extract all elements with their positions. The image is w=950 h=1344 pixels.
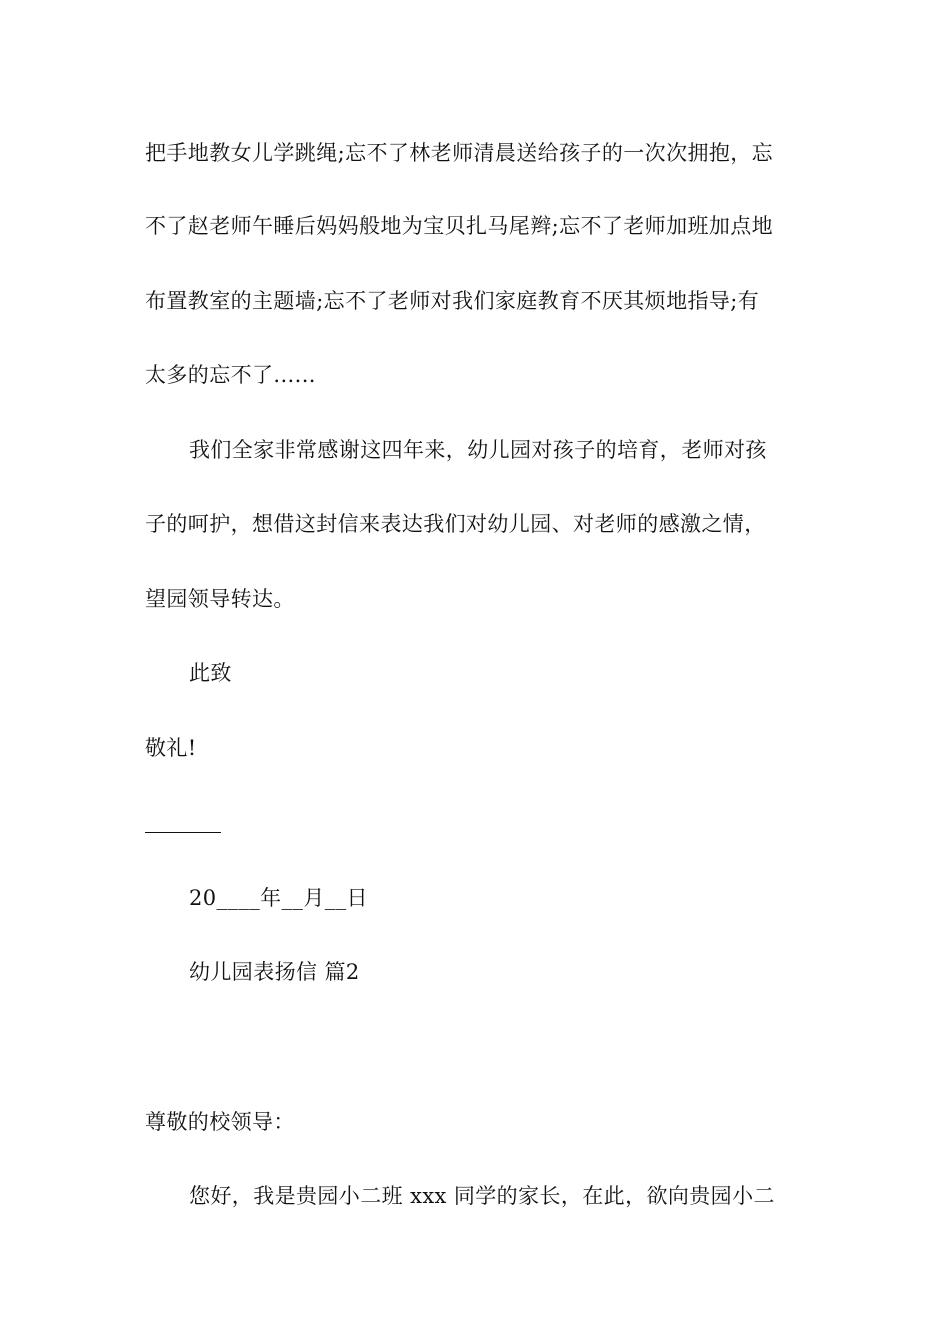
section-title: 幼儿园表扬信 篇2 xyxy=(189,960,360,984)
salute-text: 敬礼! xyxy=(145,736,197,760)
paragraph-line: 布置教室的主题墙;忘不了老师对我们家庭教育不厌其烦地指导;有 xyxy=(145,289,760,313)
paragraph-line: 您好，我是贵园小二班 xxx 同学的家长，在此，欲向贵园小二 xyxy=(189,1184,775,1208)
paragraph-line: 把手地教女儿学跳绳;忘不了林老师清晨送给孩子的一次次拥抱，忘 xyxy=(145,141,774,165)
paragraph-line: 望园领导转达。 xyxy=(145,587,295,611)
paragraph-line: 子的呵护，想借这封信来表达我们对幼儿园、对老师的感激之情， xyxy=(145,512,766,536)
signature-line xyxy=(145,832,221,833)
greeting-text: 尊敬的校领导： xyxy=(145,1110,295,1134)
date-line: 20____年__月__日 xyxy=(189,886,368,910)
paragraph-line: 我们全家非常感谢这四年来，幼儿园对孩子的培育，老师对孩 xyxy=(189,438,767,462)
closing-text: 此致 xyxy=(189,661,232,685)
paragraph-line: 太多的忘不了...... xyxy=(145,363,316,387)
paragraph-line: 不了赵老师午睡后妈妈般地为宝贝扎马尾辫;忘不了老师加班加点地 xyxy=(145,214,774,238)
